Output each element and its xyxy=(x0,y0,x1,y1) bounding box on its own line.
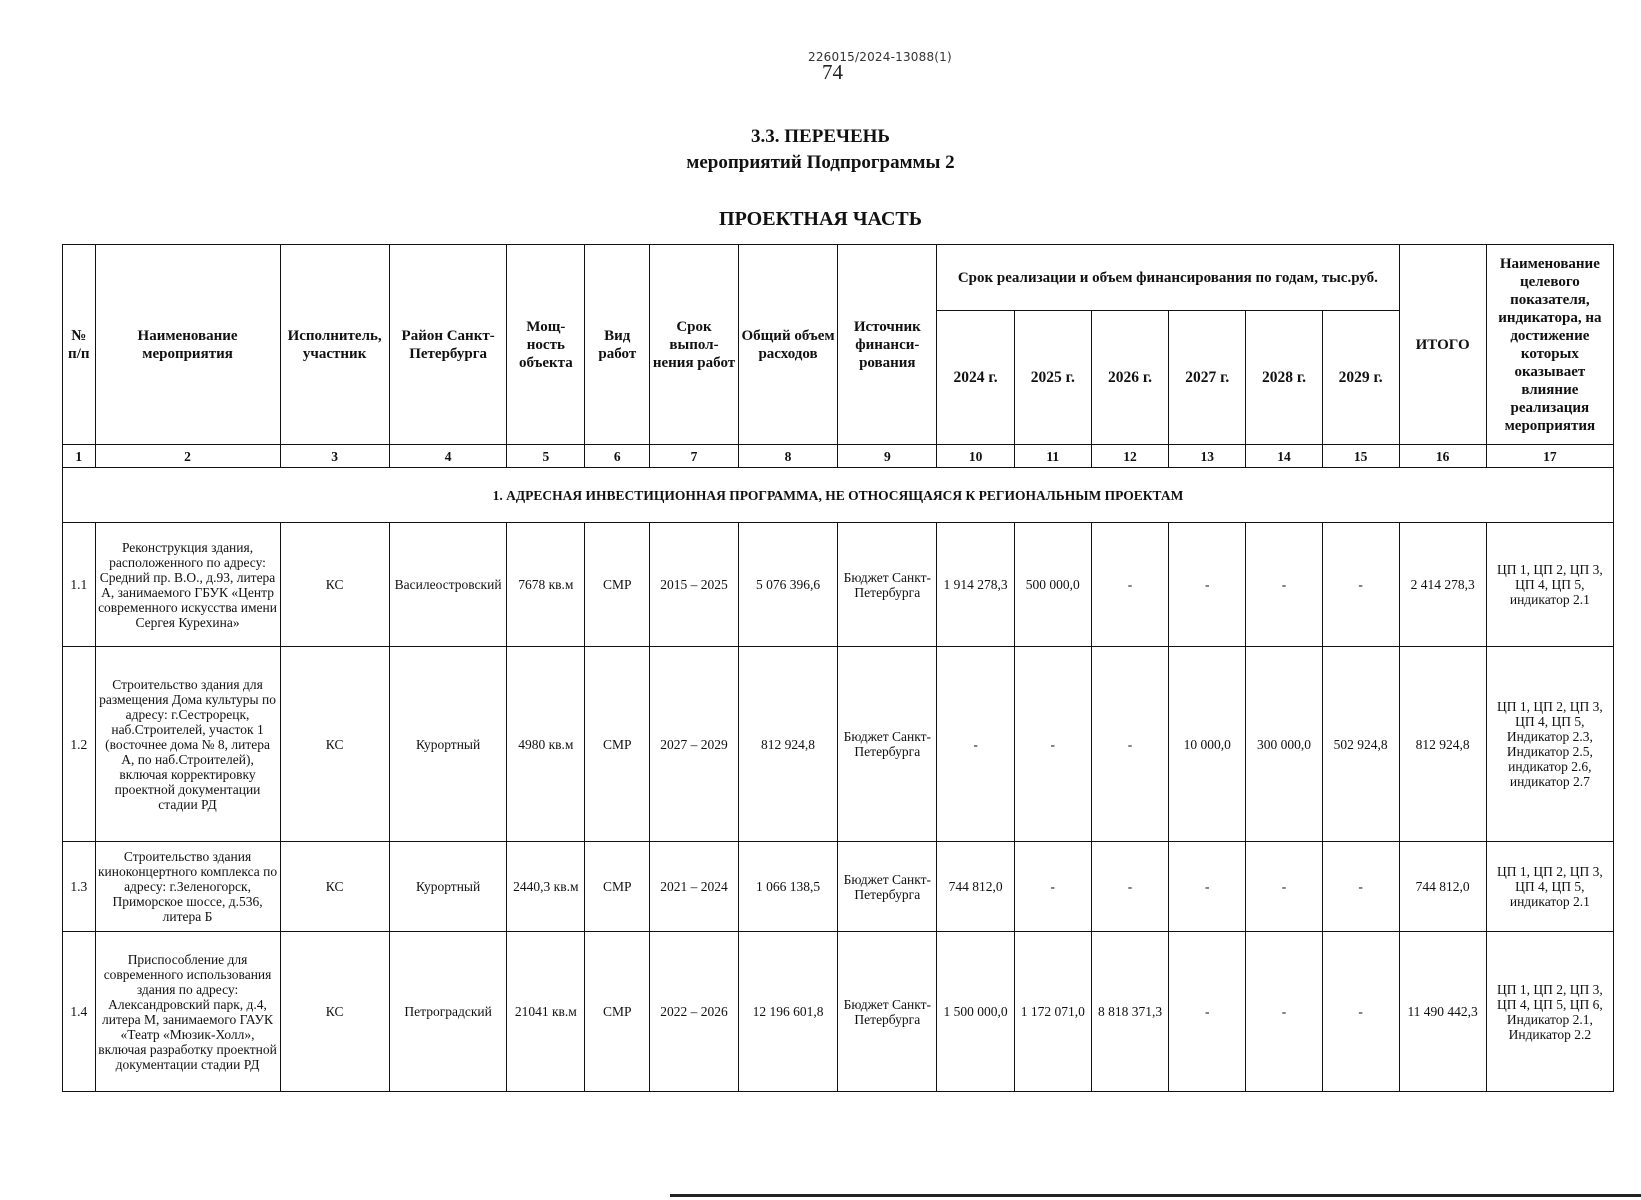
capacity: 21041 кв.м xyxy=(507,932,585,1092)
page-bottom-divider xyxy=(670,1194,1641,1197)
col-number: 15 xyxy=(1322,445,1399,468)
col-number: 6 xyxy=(585,445,650,468)
header-total-cost: Общий объем расходов xyxy=(738,245,838,445)
table-row xyxy=(63,842,1614,932)
value-2025: - xyxy=(1014,647,1091,842)
funding-source: Бюджет Санкт-Петербурга xyxy=(838,932,937,1092)
capacity: 4980 кв.м xyxy=(507,647,585,842)
row-num: 1.2 xyxy=(63,647,96,842)
header-year-2025: 2025 г. xyxy=(1014,311,1091,445)
header-year-2029: 2029 г. xyxy=(1322,311,1399,445)
col-number: 16 xyxy=(1399,445,1486,468)
section-title: 1. АДРЕСНАЯ ИНВЕСТИЦИОННАЯ ПРОГРАММА, НЕ ОТНОСЯЩАЯСЯ К РЕГИОНАЛЬНЫМ ПРОЕКТАМ xyxy=(63,468,1614,523)
value-2028: 300 000,0 xyxy=(1246,647,1323,842)
target-indicators: ЦП 1, ЦП 2, ЦП 3, ЦП 4, ЦП 5, Индикатор 2.3, Индикатор 2.5, индикатор 2.6, индикатор 2.7 xyxy=(1486,647,1613,842)
section-row xyxy=(63,468,1614,523)
header-row-1 xyxy=(63,245,1614,311)
district: Курортный xyxy=(389,842,507,932)
header-year-2026: 2026 г. xyxy=(1091,311,1169,445)
total-cost: 1 066 138,5 xyxy=(738,842,838,932)
value-2024: - xyxy=(937,647,1015,842)
col-number: 5 xyxy=(507,445,585,468)
target-indicators: ЦП 1, ЦП 2, ЦП 3, ЦП 4, ЦП 5, ЦП 6, Индикатор 2.1, Индикатор 2.2 xyxy=(1486,932,1613,1092)
target-indicators: ЦП 1, ЦП 2, ЦП 3, ЦП 4, ЦП 5, индикатор 2.1 xyxy=(1486,842,1613,932)
measure-name: Реконструкция здания, расположенного по адресу: Средний пр. В.О., д.93, литера А, занимаемого ГБУК «Центр современного искусства имени Сергея Курехина» xyxy=(95,523,280,647)
header-year-2028: 2028 г. xyxy=(1246,311,1323,445)
document-subtitle: мероприятий Подпрограммы 2 xyxy=(686,152,955,173)
header-capacity: Мощ-ность объекта xyxy=(507,245,585,445)
col-number: 8 xyxy=(738,445,838,468)
term: 2027 – 2029 xyxy=(650,647,738,842)
col-number: 4 xyxy=(389,445,507,468)
value-2024: 744 812,0 xyxy=(937,842,1015,932)
col-number: 1 xyxy=(63,445,96,468)
header-source: Источник финанси-рования xyxy=(838,245,937,445)
itogo-value: 744 812,0 xyxy=(1399,842,1486,932)
value-2029: - xyxy=(1322,842,1399,932)
col-number: 17 xyxy=(1486,445,1613,468)
table-row xyxy=(63,932,1614,1092)
value-2028: - xyxy=(1246,932,1323,1092)
measures-table xyxy=(62,244,1614,1092)
header-num: № п/п xyxy=(63,245,96,445)
capacity: 2440,3 кв.м xyxy=(507,842,585,932)
header-itogo: ИТОГО xyxy=(1399,245,1486,445)
target-indicators: ЦП 1, ЦП 2, ЦП 3, ЦП 4, ЦП 5, индикатор 2.1 xyxy=(1486,523,1613,647)
itogo-value: 812 924,8 xyxy=(1399,647,1486,842)
col-number: 14 xyxy=(1246,445,1323,468)
value-2028: - xyxy=(1246,842,1323,932)
work-type: СМР xyxy=(585,647,650,842)
col-number: 12 xyxy=(1091,445,1169,468)
capacity: 7678 кв.м xyxy=(507,523,585,647)
row-num: 1.3 xyxy=(63,842,96,932)
funding-source: Бюджет Санкт-Петербурга xyxy=(838,842,937,932)
value-2029: 502 924,8 xyxy=(1322,647,1399,842)
funding-source: Бюджет Санкт-Петербурга xyxy=(838,523,937,647)
col-number: 7 xyxy=(650,445,738,468)
measure-name: Строительство здания кинoконцертного комплекса по адресу: г.Зеленогорск, Приморское шоссе, д.536, литера Б xyxy=(95,842,280,932)
value-2029: - xyxy=(1322,523,1399,647)
value-2026: - xyxy=(1091,842,1169,932)
term: 2021 – 2024 xyxy=(650,842,738,932)
work-type: СМР xyxy=(585,932,650,1092)
executor: КС xyxy=(280,647,389,842)
value-2028: - xyxy=(1246,523,1323,647)
value-2026: - xyxy=(1091,647,1169,842)
value-2027: - xyxy=(1169,932,1246,1092)
col-number: 13 xyxy=(1169,445,1246,468)
value-2027: - xyxy=(1169,842,1246,932)
header-district: Район Санкт-Петербурга xyxy=(389,245,507,445)
term: 2015 – 2025 xyxy=(650,523,738,647)
row-num: 1.4 xyxy=(63,932,96,1092)
executor: КС xyxy=(280,842,389,932)
registration-number: 226015/2024-13088(1) xyxy=(808,50,952,64)
term: 2022 – 2026 xyxy=(650,932,738,1092)
measure-name: Строительство здания для размещения Дома культуры по адресу: г.Сестрорецк, наб.Строителей, участок 1 (восточнее дома № 8, литера А, по наб.Строителей), включая корректировку проектной документации стадии РД xyxy=(95,647,280,842)
section-heading: ПРОЕКТНАЯ ЧАСТЬ xyxy=(719,208,922,230)
total-cost: 812 924,8 xyxy=(738,647,838,842)
itogo-value: 2 414 278,3 xyxy=(1399,523,1486,647)
total-cost: 5 076 396,6 xyxy=(738,523,838,647)
executor: КС xyxy=(280,523,389,647)
value-2025: - xyxy=(1014,842,1091,932)
table-row xyxy=(63,647,1614,842)
value-2027: 10 000,0 xyxy=(1169,647,1246,842)
col-number: 11 xyxy=(1014,445,1091,468)
col-number: 10 xyxy=(937,445,1015,468)
header-name: Наименование мероприятия xyxy=(95,245,280,445)
row-num: 1.1 xyxy=(63,523,96,647)
measure-name: Приспособление для современного использования здания по адресу: Александровский парк, д.4, литера М, занимаемого ГАУК «Театр «Мюзик-Холл», включая разработку проектной документации стадии РД xyxy=(95,932,280,1092)
work-type: СМР xyxy=(585,842,650,932)
header-executor: Исполнитель, участник xyxy=(280,245,389,445)
value-2029: - xyxy=(1322,932,1399,1092)
page-number: 74 xyxy=(822,60,843,84)
itogo-value: 11 490 442,3 xyxy=(1399,932,1486,1092)
col-number: 9 xyxy=(838,445,937,468)
value-2027: - xyxy=(1169,523,1246,647)
header-period-group: Срок реализации и объем финансирования по годам, тыс.руб. xyxy=(937,245,1399,311)
executor: КС xyxy=(280,932,389,1092)
funding-source: Бюджет Санкт-Петербурга xyxy=(838,647,937,842)
document-title: 3.3. ПЕРЕЧЕНЬ xyxy=(751,126,890,147)
column-number-row xyxy=(63,445,1614,468)
header-year-2024: 2024 г. xyxy=(937,311,1015,445)
col-number: 3 xyxy=(280,445,389,468)
value-2026: 8 818 371,3 xyxy=(1091,932,1169,1092)
district: Петроградский xyxy=(389,932,507,1092)
value-2024: 1 500 000,0 xyxy=(937,932,1015,1092)
work-type: СМР xyxy=(585,523,650,647)
header-term: Срок выпол-нения работ xyxy=(650,245,738,445)
value-2025: 500 000,0 xyxy=(1014,523,1091,647)
value-2025: 1 172 071,0 xyxy=(1014,932,1091,1092)
header-target: Наименование целевого показателя, индикатора, на достижение которых оказывает влияние реализация мероприятия xyxy=(1486,245,1613,445)
header-year-2027: 2027 г. xyxy=(1169,311,1246,445)
value-2026: - xyxy=(1091,523,1169,647)
header-work-type: Вид работ xyxy=(585,245,650,445)
col-number: 2 xyxy=(95,445,280,468)
district: Курортный xyxy=(389,647,507,842)
district: Василеостровский xyxy=(389,523,507,647)
total-cost: 12 196 601,8 xyxy=(738,932,838,1092)
table-row xyxy=(63,523,1614,647)
value-2024: 1 914 278,3 xyxy=(937,523,1015,647)
